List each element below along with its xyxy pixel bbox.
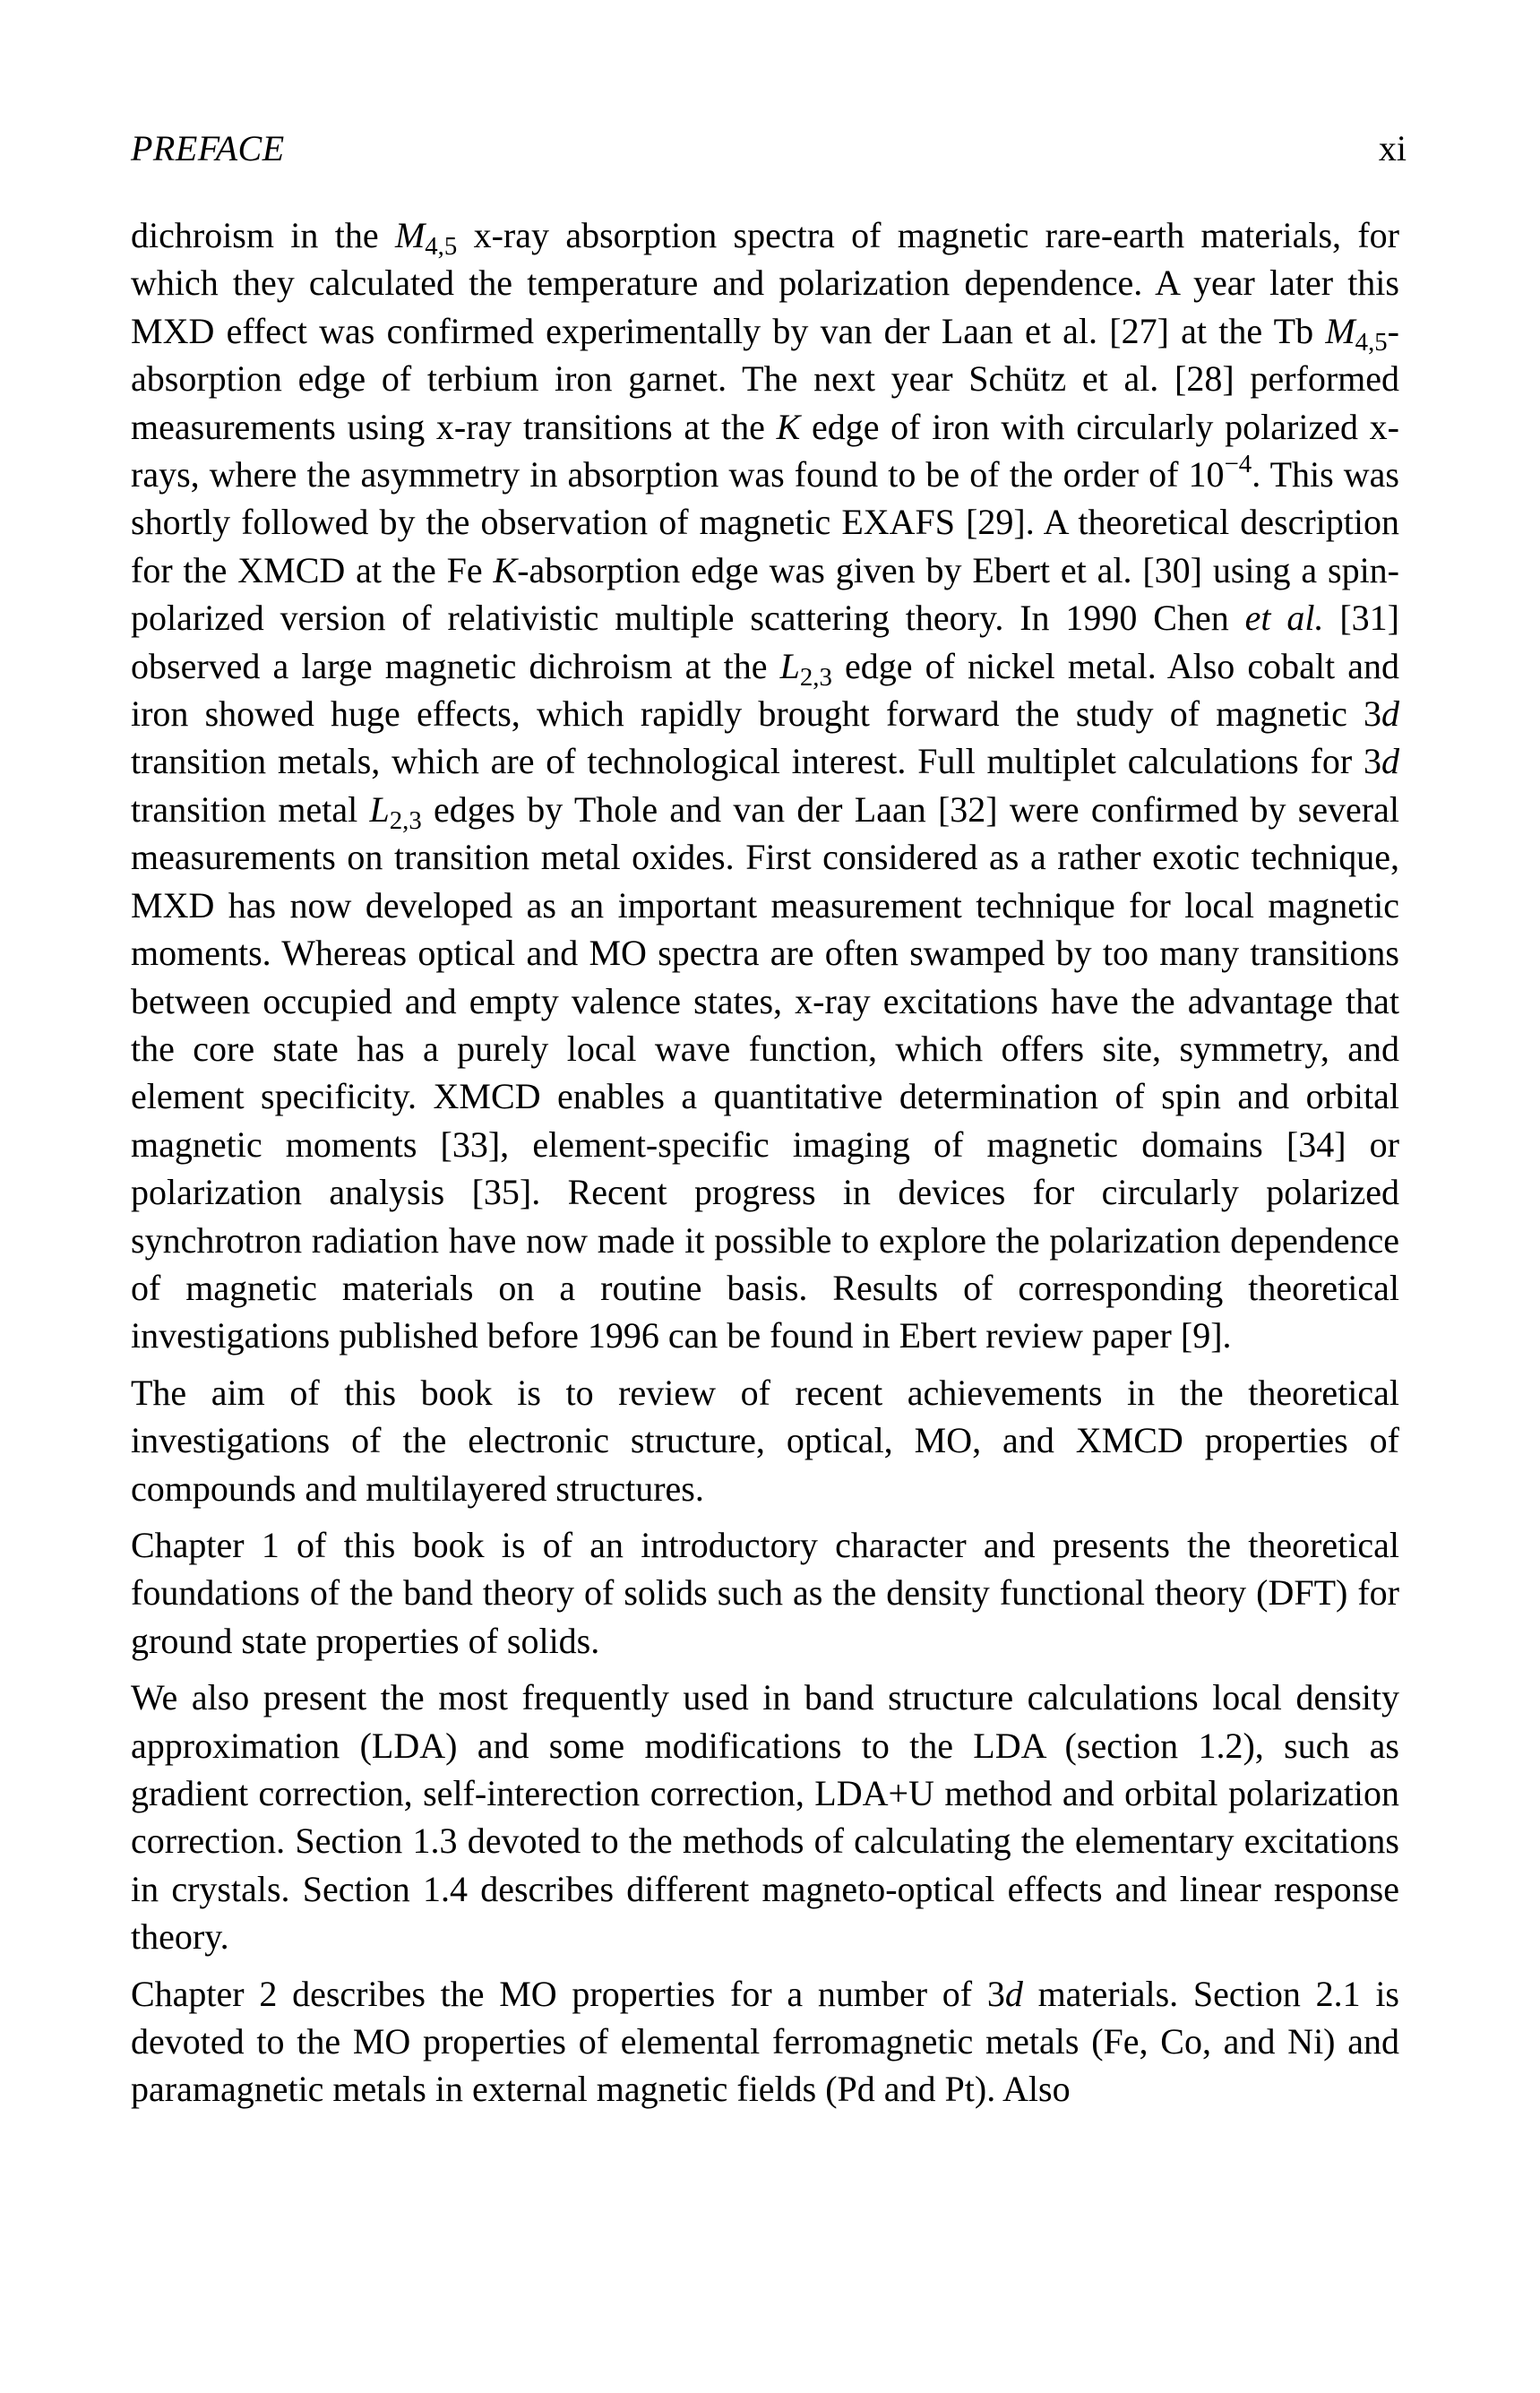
text-run: dichroism in the <box>131 215 395 255</box>
math-symbol: K <box>493 549 518 590</box>
text-run: materials. Section 2.1 is devoted to the MO properties of elemental ferromagnetic metals (Fe, Co, and Ni) and paramagnetic metals in external magnetic fields (Pd and Pt). Also <box>131 1973 1399 2110</box>
body-text <box>131 211 1399 2113</box>
text-run: We also present the most frequently used in band structure calculations local density approximation (LDA) and some modifications to the LDA (section 1.2), such as gradient correction, self-interection correction, LDA+U method and orbital polarization correction. Section 1.3 devoted to the methods of calculating the elementary excitations in crystals. Section 1.4 describes different magneto-optical effects and linear response theory. <box>131 1677 1399 1958</box>
paragraph-mxd-history <box>131 211 1399 1360</box>
paragraph-chapter-1 <box>131 1521 1399 1665</box>
running-head <box>131 124 1407 174</box>
text-run: transition metals, which are of technological interest. Full multiplet calculations for 3 <box>131 741 1381 782</box>
paragraph-book-aim <box>131 1369 1399 1512</box>
text-run: [31] observed a large magnetic dichroism at the <box>131 598 1399 686</box>
text-run: . This was shortly followed by the observation of magnetic EXAFS [29]. A theoretical description for the XMCD at the Fe <box>131 454 1399 590</box>
subscript: 2,3 <box>799 662 832 692</box>
math-symbol: L <box>369 788 390 830</box>
math-symbol: d <box>1004 1973 1023 2014</box>
subscript: 4,5 <box>425 232 458 262</box>
text-run: The aim of this book is to review of recent achievements in the theoretical investigations of the electronic structure, optical, MO, and XMCD properties of compounds and multilayered structures. <box>131 1372 1399 1509</box>
text-run: Chapter 1 of this book is of an introductory character and presents the theoretical foundations of the band theory of solids such as the density functional theory (DFT) for ground state properties of solids. <box>131 1524 1399 1661</box>
subscript: 2,3 <box>389 805 422 835</box>
subscript: 4,5 <box>1355 327 1388 357</box>
text-run: edges by Thole and van der Laan [32] were confirmed by several measurements on transition metal oxides. First considered as a rather exotic technique, MXD has now developed as an important measurement technique for local magnetic moments. Whereas optical and MO spectra are often swamped by too many transitions between occupied and empty valence states, x-ray excitations have the advantage that the core state has a purely local wave function, which offers site, symmetry, and element specificity. XMCD enables a quantitative determination of spin and orbital magnetic moments [33], element-specific imaging of magnetic domains [34] or polarization analysis [35]. Recent progress in devices for circularly polarized synchrotron radiation have now made it possible to explore the polarization dependence of magnetic materials on a routine basis. Results of corresponding theoretical investigations published before 1996 can be found in Ebert review paper [9]. <box>131 788 1399 1356</box>
paragraph-chapter-2 <box>131 1970 1399 2113</box>
math-symbol: K <box>776 406 801 447</box>
math-symbol: M <box>1325 310 1355 351</box>
text-run: edge of nickel metal. Also cobalt and iron showed huge effects, which rapidly brought forward the study of magnetic 3 <box>131 645 1400 735</box>
math-symbol: M <box>394 215 426 255</box>
text-run: Chapter 2 describes the MO properties for a number of 3 <box>131 1973 1005 2014</box>
text-run: x-ray absorption spectra of magnetic rare-earth materials, for which they calculated the temperature and polarization dependence. A year later this MXD effect was confirmed experimentally by van der Laan et al. [27] at the Tb <box>131 215 1399 351</box>
math-symbol: L <box>779 645 800 686</box>
running-title: PREFACE <box>131 128 285 168</box>
math-symbol: d <box>1381 741 1399 782</box>
math-symbol: d <box>1381 693 1399 735</box>
text-run: -absorption edge was given by Ebert et al. [30] using a spin-polarized version of relativistic multiple scattering theory. In 1990 Chen <box>131 549 1400 639</box>
superscript: −4 <box>1224 450 1252 479</box>
text-run: transition metal <box>131 788 370 830</box>
text-run: edge of iron with circularly polarized x-rays, where the asymmetry in absorption was found to be of the order of 10 <box>131 406 1399 495</box>
page-number: xi <box>1378 128 1407 168</box>
paragraph-lda-sections <box>131 1674 1399 1960</box>
text-run: -absorption edge of terbium iron garnet. The next year Schütz et al. [28] performed measurements using x-ray transitions at the <box>131 310 1399 447</box>
italic-text: et al. <box>1244 598 1324 639</box>
